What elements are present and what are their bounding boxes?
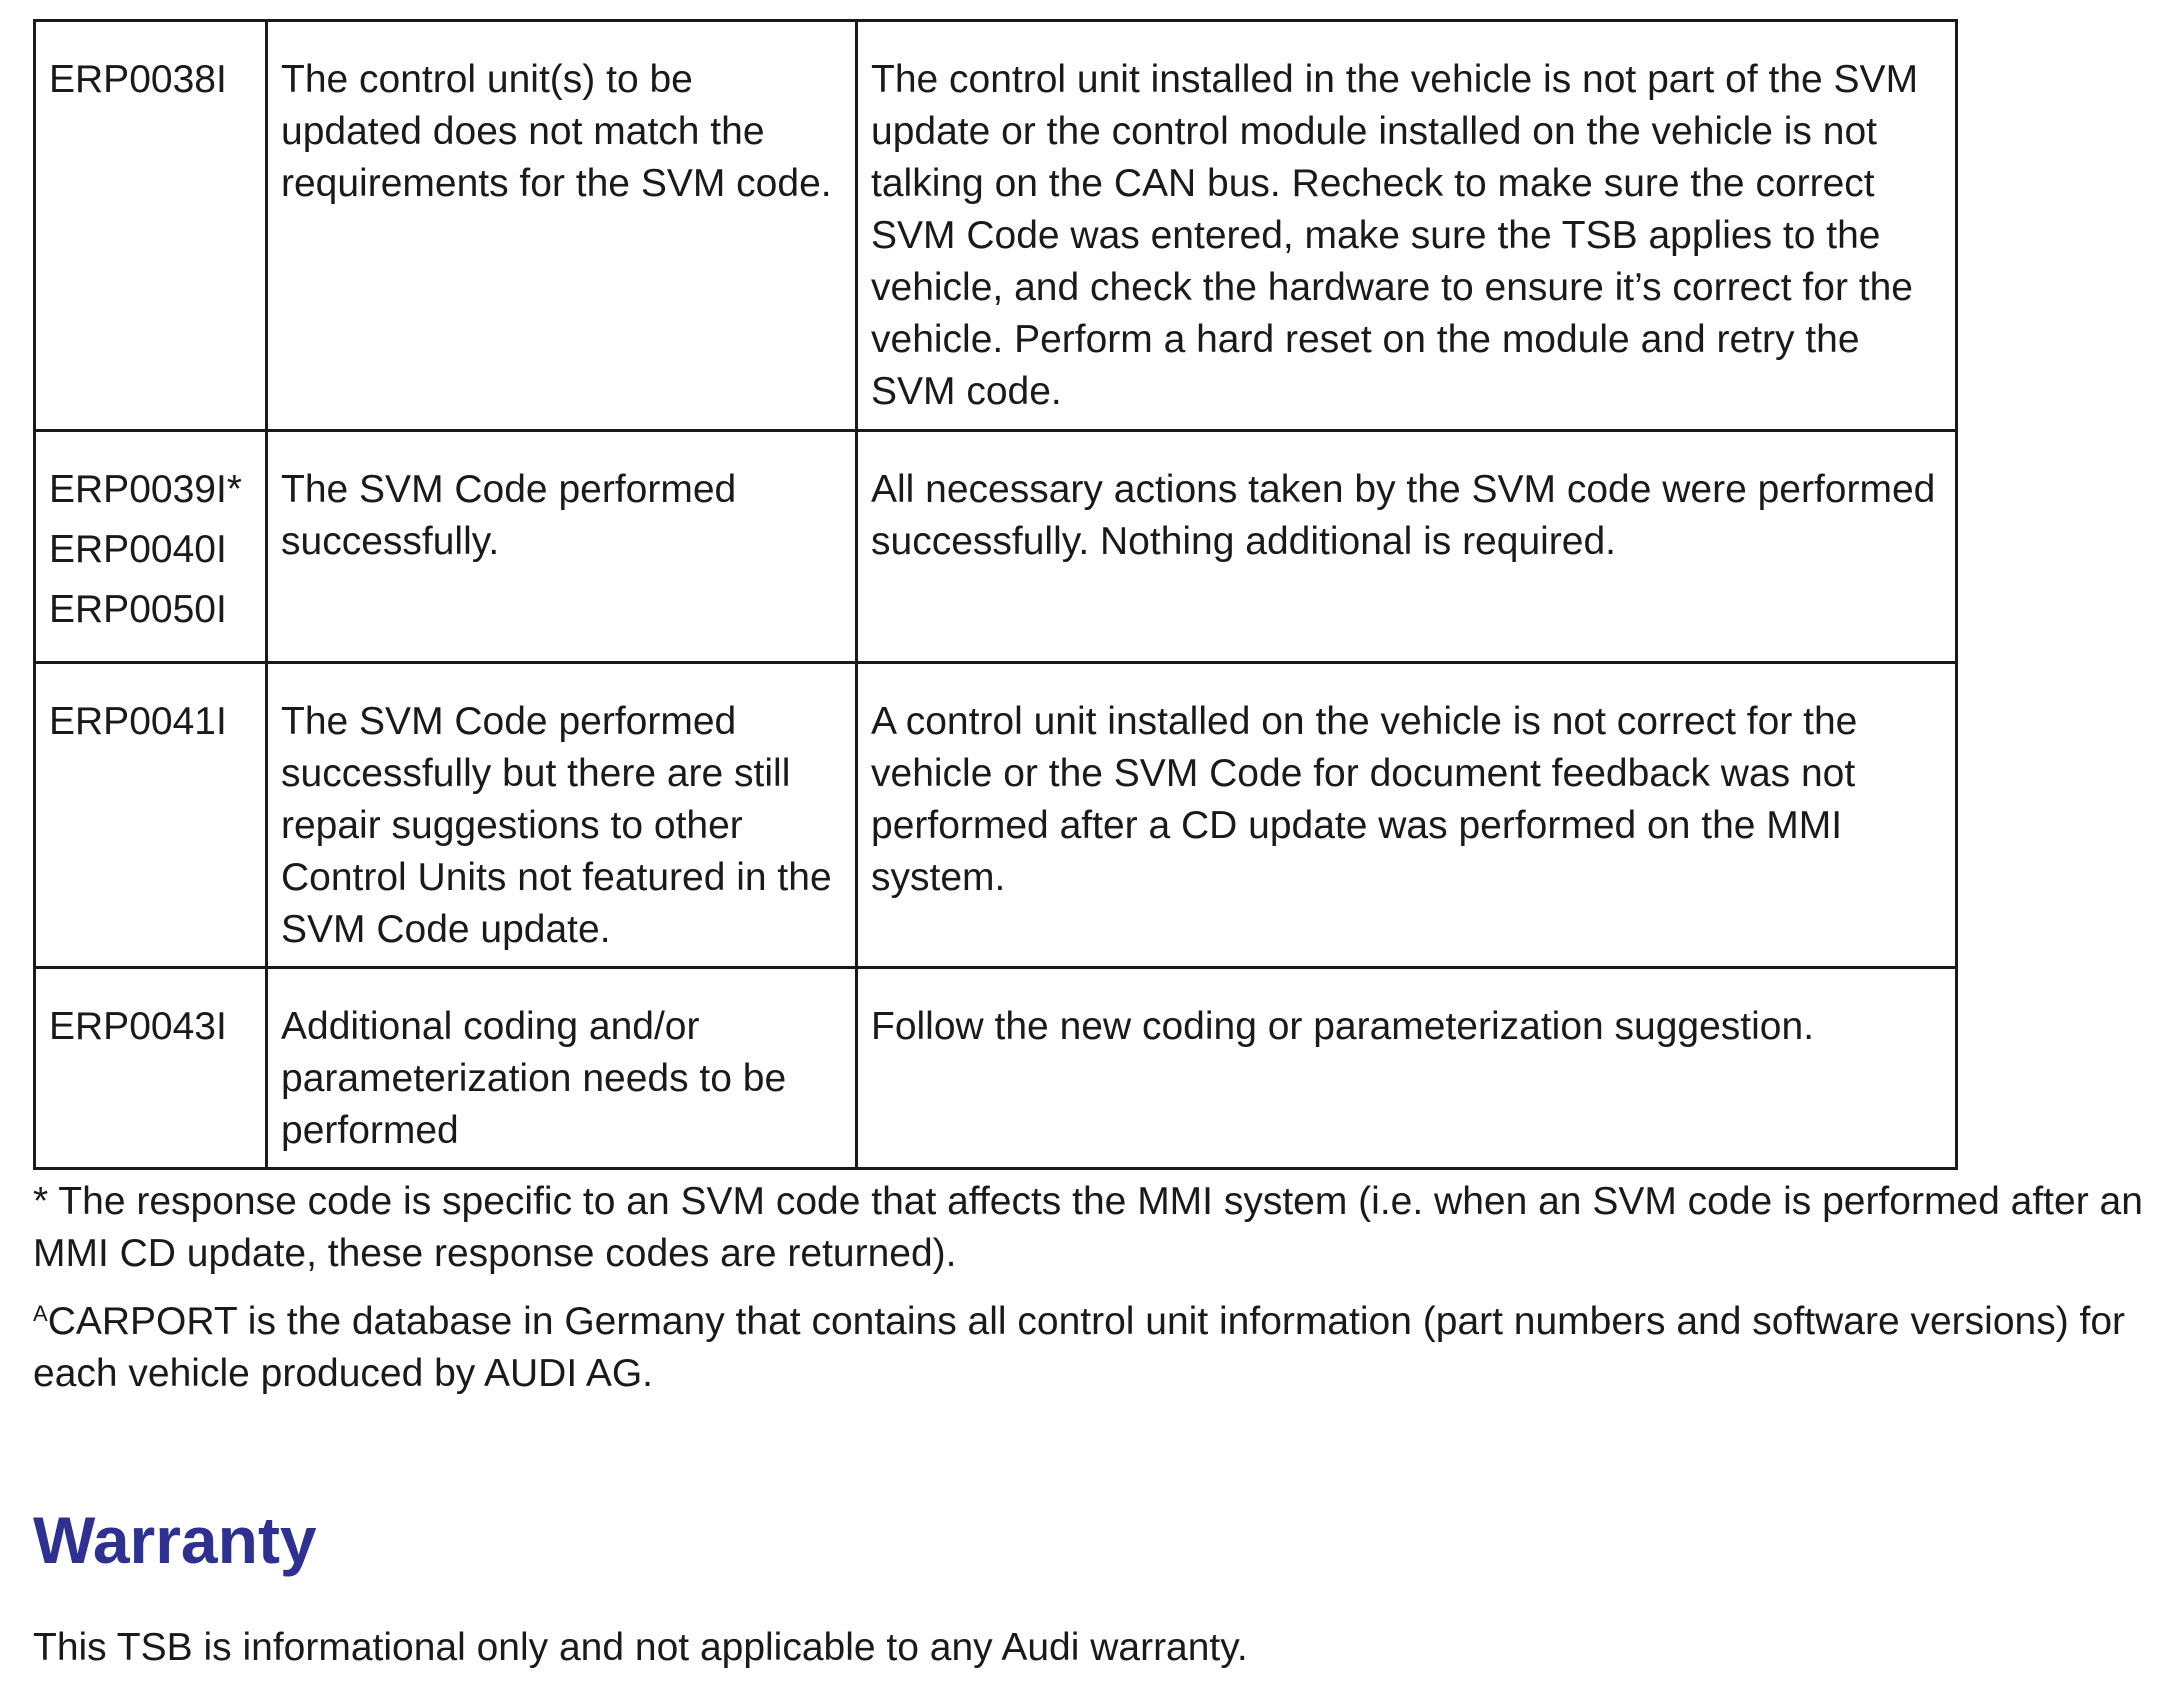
asterisk-footnote: * The response code is specific to an SVM code that affects the MMI system (i.e. when an SVM code is performed after an MMI CD update, these response codes are returned). <box>33 1180 2143 1275</box>
response-code: ERP0040I <box>49 528 227 571</box>
action-cell: All necessary actions taken by the SVM code were performed successfully. Nothing additional is required. <box>857 431 1957 663</box>
carport-footnote-text: CARPORT is the database in Germany that contains all control unit information (part numbers and software versions) for each vehicle produced by AUDI AG. <box>33 1300 2126 1395</box>
response-code-cell <box>35 968 267 1169</box>
warranty-heading: Warranty <box>33 1503 317 1577</box>
response-code: ERP0041I <box>49 700 227 743</box>
table-row <box>35 431 1957 663</box>
response-code-cell <box>35 663 267 968</box>
response-code: ERP0039I* <box>49 468 242 511</box>
carport-footnote <box>33 1296 2143 1400</box>
description-cell: The SVM Code performed successfully. <box>267 431 857 663</box>
action-cell: A control unit installed on the vehicle is not correct for the vehicle or the SVM Code for document feedback was not performed after a CD update was performed on the MMI system. <box>857 663 1957 968</box>
action-cell: The control unit installed in the vehicle is not part of the SVM update or the control module installed on the vehicle is not talking on the CAN bus. Recheck to make sure the correct SVM Code was entered, make sure the TSB applies to the vehicle, and check the hardware to ensure it’s correct for the vehicle. Perform a hard reset on the module and retry the SVM code. <box>857 21 1957 431</box>
footnote-marker: A <box>33 1301 48 1326</box>
response-code-cell <box>35 431 267 663</box>
description-cell: The SVM Code performed successfully but there are still repair suggestions to other Control Units not featured in the SVM Code update. <box>267 663 857 968</box>
table-row <box>35 968 1957 1169</box>
response-code: ERP0050I <box>49 588 227 631</box>
table-row <box>35 663 1957 968</box>
response-code: ERP0043I <box>49 1005 227 1048</box>
description-cell: The control unit(s) to be updated does not match the requirements for the SVM code. <box>267 21 857 431</box>
action-cell: Follow the new coding or parameterization suggestion. <box>857 968 1957 1169</box>
warranty-text: This TSB is informational only and not applicable to any Audi warranty. <box>33 1626 1248 1669</box>
table-row <box>35 21 1957 431</box>
response-code: ERP0038I <box>49 58 227 101</box>
response-code-table <box>33 19 1958 1170</box>
description-cell: Additional coding and/or parameterization needs to be performed <box>267 968 857 1169</box>
response-code-cell <box>35 21 267 431</box>
